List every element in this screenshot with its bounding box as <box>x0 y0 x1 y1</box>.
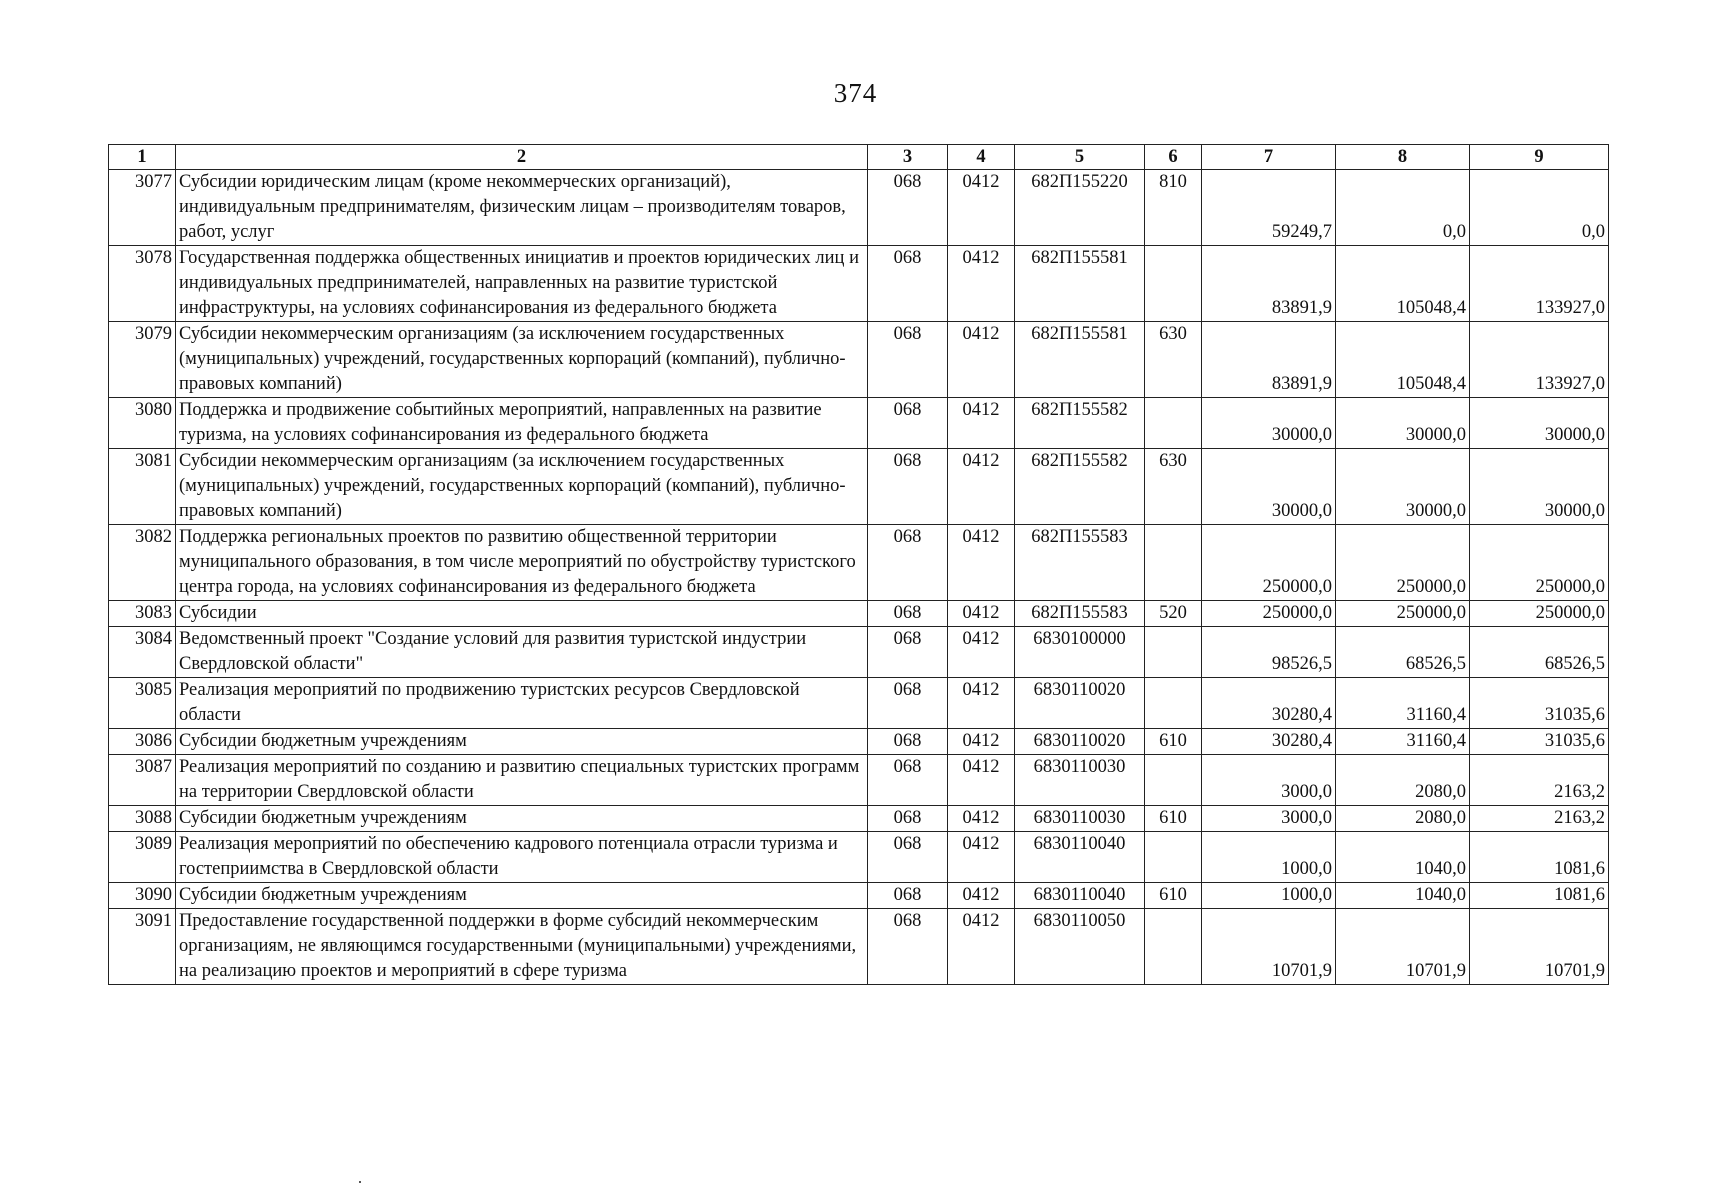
table-body <box>109 170 1609 985</box>
amount-column-7-cell: 59249,7 <box>1202 170 1336 246</box>
ministry-code-cell: 068 <box>868 755 948 806</box>
table-row <box>109 729 1609 755</box>
column-header-9: 9 <box>1470 145 1609 170</box>
amount-column-8-cell: 68526,5 <box>1336 627 1470 678</box>
expense-type-code-cell: 630 <box>1145 322 1202 398</box>
row-number-cell: 3078 <box>109 246 176 322</box>
column-header-3: 3 <box>868 145 948 170</box>
item-name-cell: Реализация мероприятий по обеспечению кадрового потенциала отрасли туризма и гостеприимства в Свердловской области <box>176 832 868 883</box>
amount-column-9-cell: 250000,0 <box>1470 601 1609 627</box>
ministry-code-cell: 068 <box>868 806 948 832</box>
ministry-code-cell: 068 <box>868 170 948 246</box>
amount-column-9-cell: 30000,0 <box>1470 449 1609 525</box>
ministry-code-cell: 068 <box>868 525 948 601</box>
target-article-code-cell: 682П155581 <box>1015 246 1145 322</box>
column-header-1: 1 <box>109 145 176 170</box>
ministry-code-cell: 068 <box>868 729 948 755</box>
expense-type-code-cell: 810 <box>1145 170 1202 246</box>
target-article-code-cell: 6830110030 <box>1015 755 1145 806</box>
target-article-code-cell: 682П155220 <box>1015 170 1145 246</box>
ministry-code-cell: 068 <box>868 627 948 678</box>
item-name-cell: Поддержка и продвижение событийных мероприятий, направленных на развитие туризма, на условиях софинансирования из федерального бюджета <box>176 398 868 449</box>
item-name-cell: Реализация мероприятий по продвижению туристских ресурсов Свердловской области <box>176 678 868 729</box>
section-code-cell: 0412 <box>948 398 1015 449</box>
section-code-cell: 0412 <box>948 678 1015 729</box>
section-code-cell: 0412 <box>948 755 1015 806</box>
amount-column-8-cell: 31160,4 <box>1336 678 1470 729</box>
amount-column-9-cell: 1081,6 <box>1470 883 1609 909</box>
amount-column-7-cell: 1000,0 <box>1202 883 1336 909</box>
section-code-cell: 0412 <box>948 806 1015 832</box>
table-row <box>109 832 1609 883</box>
expense-type-code-cell: 520 <box>1145 601 1202 627</box>
ministry-code-cell: 068 <box>868 449 948 525</box>
target-article-code-cell: 682П155581 <box>1015 322 1145 398</box>
amount-column-9-cell: 2163,2 <box>1470 755 1609 806</box>
amount-column-7-cell: 10701,9 <box>1202 909 1336 985</box>
section-code-cell: 0412 <box>948 246 1015 322</box>
row-number-cell: 3086 <box>109 729 176 755</box>
section-code-cell: 0412 <box>948 170 1015 246</box>
amount-column-8-cell: 31160,4 <box>1336 729 1470 755</box>
scan-speck <box>359 1181 361 1183</box>
amount-column-8-cell: 30000,0 <box>1336 449 1470 525</box>
amount-column-7-cell: 30000,0 <box>1202 449 1336 525</box>
table-row <box>109 909 1609 985</box>
item-name-cell: Ведомственный проект "Создание условий для развития туристской индустрии Свердловской области" <box>176 627 868 678</box>
table-row <box>109 170 1609 246</box>
ministry-code-cell: 068 <box>868 246 948 322</box>
row-number-cell: 3083 <box>109 601 176 627</box>
section-code-cell: 0412 <box>948 627 1015 678</box>
amount-column-8-cell: 1040,0 <box>1336 883 1470 909</box>
item-name-cell: Предоставление государственной поддержки в форме субсидий некоммерческим организациям, не являющимся государственными (муниципальными) учреждениями, на реализацию проектов и мероприятий в сфере туризма <box>176 909 868 985</box>
amount-column-9-cell: 31035,6 <box>1470 678 1609 729</box>
target-article-code-cell: 6830110020 <box>1015 678 1145 729</box>
section-code-cell: 0412 <box>948 883 1015 909</box>
expense-type-code-cell <box>1145 398 1202 449</box>
table-row <box>109 246 1609 322</box>
amount-column-9-cell: 31035,6 <box>1470 729 1609 755</box>
item-name-cell: Субсидии некоммерческим организациям (за исключением государственных (муниципальных) учреждений, государственных корпораций (компаний), публично-правовых компаний) <box>176 449 868 525</box>
column-header-7: 7 <box>1202 145 1336 170</box>
row-number-cell: 3090 <box>109 883 176 909</box>
ministry-code-cell: 068 <box>868 883 948 909</box>
ministry-code-cell: 068 <box>868 398 948 449</box>
item-name-cell: Субсидии <box>176 601 868 627</box>
expense-type-code-cell <box>1145 678 1202 729</box>
row-number-cell: 3089 <box>109 832 176 883</box>
target-article-code-cell: 6830110040 <box>1015 832 1145 883</box>
item-name-cell: Субсидии некоммерческим организациям (за исключением государственных (муниципальных) учреждений, государственных корпораций (компаний), публично-правовых компаний) <box>176 322 868 398</box>
section-code-cell: 0412 <box>948 832 1015 883</box>
item-name-cell: Реализация мероприятий по созданию и развитию специальных туристских программ на территории Свердловской области <box>176 755 868 806</box>
table-row <box>109 525 1609 601</box>
amount-column-7-cell: 83891,9 <box>1202 322 1336 398</box>
expense-type-code-cell: 630 <box>1145 449 1202 525</box>
expense-type-code-cell <box>1145 832 1202 883</box>
amount-column-8-cell: 1040,0 <box>1336 832 1470 883</box>
expense-type-code-cell: 610 <box>1145 729 1202 755</box>
row-number-cell: 3081 <box>109 449 176 525</box>
table-row <box>109 601 1609 627</box>
column-header-6: 6 <box>1145 145 1202 170</box>
column-header-5: 5 <box>1015 145 1145 170</box>
column-header-8: 8 <box>1336 145 1470 170</box>
target-article-code-cell: 6830110030 <box>1015 806 1145 832</box>
amount-column-7-cell: 1000,0 <box>1202 832 1336 883</box>
table-row <box>109 883 1609 909</box>
amount-column-8-cell: 250000,0 <box>1336 525 1470 601</box>
expense-type-code-cell <box>1145 627 1202 678</box>
expense-type-code-cell: 610 <box>1145 806 1202 832</box>
row-number-cell: 3091 <box>109 909 176 985</box>
ministry-code-cell: 068 <box>868 322 948 398</box>
section-code-cell: 0412 <box>948 909 1015 985</box>
row-number-cell: 3079 <box>109 322 176 398</box>
target-article-code-cell: 6830110050 <box>1015 909 1145 985</box>
ministry-code-cell: 068 <box>868 909 948 985</box>
amount-column-7-cell: 3000,0 <box>1202 755 1336 806</box>
column-header-2: 2 <box>176 145 868 170</box>
amount-column-8-cell: 105048,4 <box>1336 246 1470 322</box>
target-article-code-cell: 682П155582 <box>1015 398 1145 449</box>
table-row <box>109 322 1609 398</box>
expense-type-code-cell: 610 <box>1145 883 1202 909</box>
amount-column-7-cell: 250000,0 <box>1202 525 1336 601</box>
item-name-cell: Государственная поддержка общественных инициатив и проектов юридических лиц и индивидуальных предпринимателей, направленных на развитие туристской инфраструктуры, на условиях софинансирования из федерального бюджета <box>176 246 868 322</box>
table-row <box>109 678 1609 729</box>
page-number: 374 <box>833 78 878 108</box>
amount-column-8-cell: 250000,0 <box>1336 601 1470 627</box>
target-article-code-cell: 682П155582 <box>1015 449 1145 525</box>
section-code-cell: 0412 <box>948 449 1015 525</box>
amount-column-9-cell: 133927,0 <box>1470 322 1609 398</box>
table-row <box>109 449 1609 525</box>
amount-column-7-cell: 83891,9 <box>1202 246 1336 322</box>
row-number-cell: 3080 <box>109 398 176 449</box>
target-article-code-cell: 6830100000 <box>1015 627 1145 678</box>
amount-column-7-cell: 30280,4 <box>1202 678 1336 729</box>
amount-column-7-cell: 30000,0 <box>1202 398 1336 449</box>
table-row <box>109 398 1609 449</box>
ministry-code-cell: 068 <box>868 678 948 729</box>
target-article-code-cell: 6830110020 <box>1015 729 1145 755</box>
item-name-cell: Субсидии бюджетным учреждениям <box>176 883 868 909</box>
header-row <box>109 145 1609 170</box>
item-name-cell: Поддержка региональных проектов по развитию общественной территории муниципального образования, в том числе мероприятий по обустройству туристского центра города, на условиях софинансирования из федерального бюджета <box>176 525 868 601</box>
amount-column-7-cell: 3000,0 <box>1202 806 1336 832</box>
amount-column-8-cell: 105048,4 <box>1336 322 1470 398</box>
table-row <box>109 806 1609 832</box>
target-article-code-cell: 682П155583 <box>1015 601 1145 627</box>
amount-column-7-cell: 98526,5 <box>1202 627 1336 678</box>
amount-column-9-cell: 2163,2 <box>1470 806 1609 832</box>
row-number-cell: 3077 <box>109 170 176 246</box>
section-code-cell: 0412 <box>948 601 1015 627</box>
item-name-cell: Субсидии бюджетным учреждениям <box>176 806 868 832</box>
ministry-code-cell: 068 <box>868 832 948 883</box>
section-code-cell: 0412 <box>948 322 1015 398</box>
row-number-cell: 3082 <box>109 525 176 601</box>
item-name-cell: Субсидии юридическим лицам (кроме некоммерческих организаций), индивидуальным предпринимателям, физическим лицам – производителям товаров, работ, услуг <box>176 170 868 246</box>
expense-type-code-cell <box>1145 246 1202 322</box>
section-code-cell: 0412 <box>948 729 1015 755</box>
amount-column-8-cell: 0,0 <box>1336 170 1470 246</box>
row-number-cell: 3084 <box>109 627 176 678</box>
amount-column-9-cell: 0,0 <box>1470 170 1609 246</box>
expense-type-code-cell <box>1145 909 1202 985</box>
amount-column-8-cell: 10701,9 <box>1336 909 1470 985</box>
amount-column-8-cell: 2080,0 <box>1336 806 1470 832</box>
ministry-code-cell: 068 <box>868 601 948 627</box>
section-code-cell: 0412 <box>948 525 1015 601</box>
amount-column-7-cell: 30280,4 <box>1202 729 1336 755</box>
row-number-cell: 3085 <box>109 678 176 729</box>
amount-column-7-cell: 250000,0 <box>1202 601 1336 627</box>
expense-type-code-cell <box>1145 755 1202 806</box>
item-name-cell: Субсидии бюджетным учреждениям <box>176 729 868 755</box>
amount-column-9-cell: 10701,9 <box>1470 909 1609 985</box>
row-number-cell: 3088 <box>109 806 176 832</box>
amount-column-9-cell: 1081,6 <box>1470 832 1609 883</box>
table-row <box>109 627 1609 678</box>
row-number-cell: 3087 <box>109 755 176 806</box>
amount-column-8-cell: 2080,0 <box>1336 755 1470 806</box>
expense-type-code-cell <box>1145 525 1202 601</box>
target-article-code-cell: 6830110040 <box>1015 883 1145 909</box>
amount-column-8-cell: 30000,0 <box>1336 398 1470 449</box>
target-article-code-cell: 682П155583 <box>1015 525 1145 601</box>
amount-column-9-cell: 133927,0 <box>1470 246 1609 322</box>
budget-table <box>108 144 1609 985</box>
amount-column-9-cell: 250000,0 <box>1470 525 1609 601</box>
column-header-4: 4 <box>948 145 1015 170</box>
table-row <box>109 755 1609 806</box>
amount-column-9-cell: 30000,0 <box>1470 398 1609 449</box>
amount-column-9-cell: 68526,5 <box>1470 627 1609 678</box>
